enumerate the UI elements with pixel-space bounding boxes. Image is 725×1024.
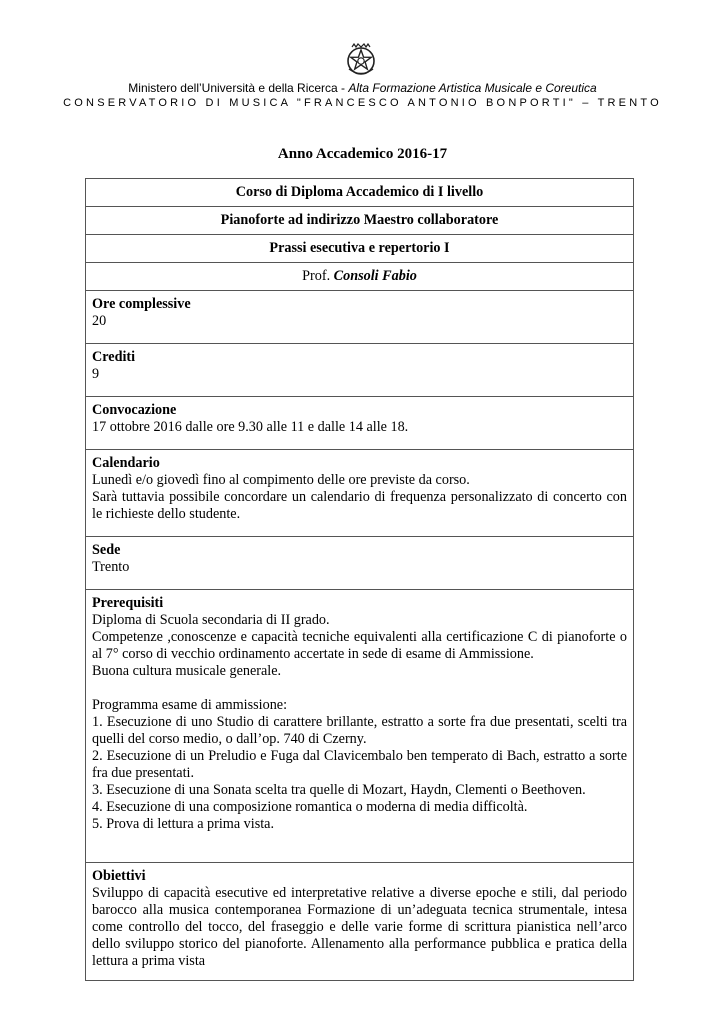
- section-calendario: [86, 450, 634, 537]
- calendario-line1: Lunedì e/o giovedì fino al compimento delle ore previste da corso.: [92, 472, 470, 488]
- course-table: [85, 178, 634, 981]
- professor-name: Consoli Fabio: [333, 268, 417, 284]
- crediti-value: 9: [92, 366, 100, 382]
- calendario-title: Calendario: [92, 455, 160, 471]
- calendario-line2: Sarà tuttavia possibile concordare un calendario di frequenza personalizzato di concerto con le richieste dello studente.: [92, 489, 627, 522]
- convocazione-title: Convocazione: [92, 402, 177, 418]
- ministry-name: Ministero dell’Università e della Ricerca -: [128, 81, 349, 95]
- ministry-line: [0, 81, 725, 95]
- convocazione-value: 17 ottobre 2016 dalle ore 9.30 alle 11 e dalle 14 alle 18.: [92, 419, 409, 435]
- academic-year: Anno Accademico 2016-17: [277, 146, 448, 162]
- ore-value: 20: [92, 313, 107, 329]
- section-prerequisiti: [86, 590, 634, 863]
- course-level: Corso di Diploma Accademico di I livello: [86, 179, 634, 207]
- programma-item: 2. Esecuzione di un Preludio e Fuga dal Clavicembalo ben temperato di Bach, estratto a sorte fra due presentati.: [92, 748, 627, 781]
- section-convocazione: [86, 397, 634, 450]
- section-obiettivi: [86, 863, 634, 981]
- spacer: [92, 680, 627, 697]
- section-crediti: [86, 344, 634, 397]
- programma-item: 4. Esecuzione di una composizione romantica o moderna di media difficoltà.: [92, 799, 528, 815]
- obiettivi-text: Sviluppo di capacità esecutive ed interpretative relative a diverse epoche e stili, dal periodo barocco alla musica contemporanea Formazione di un’adeguata tecnica strumentale, intesa come controllo del tocco, del fraseggio e delle varie forme di scrittura pianistica nell’arco dello sviluppo storico del pianoforte. Allenamento alla performance pubblica e pratica della lettura a prima vista: [92, 885, 627, 969]
- programma-item: 1. Esecuzione di uno Studio di carattere brillante, estratto a sorte fra due presentati, scelti tra quelli del corso medio, o dall’op. 740 di Czerny.: [92, 714, 627, 747]
- conservatory-name: CONSERVATORIO DI MUSICA "FRANCESCO ANTONIO BONPORTI" – TRENTO: [63, 97, 662, 109]
- obiettivi-title: Obiettivi: [92, 868, 146, 884]
- programma-title: Programma esame di ammissione:: [92, 697, 288, 713]
- course-subject: Prassi esecutiva e repertorio I: [86, 235, 634, 263]
- section-ore: [86, 291, 634, 344]
- ministry-subtitle: Alta Formazione Artistica Musicale e Coreutica: [348, 81, 597, 95]
- crediti-title: Crediti: [92, 349, 136, 365]
- course-program: Pianoforte ad indirizzo Maestro collaboratore: [86, 207, 634, 235]
- sede-title: Sede: [92, 542, 121, 558]
- section-sede: [86, 537, 634, 590]
- prerequisiti-title: Prerequisiti: [92, 595, 164, 611]
- prerequisiti-line1: Diploma di Scuola secondaria di II grado.: [92, 612, 330, 628]
- professor: [86, 263, 634, 291]
- programma-item: 5. Prova di lettura a prima vista.: [92, 816, 275, 832]
- sede-value: Trento: [92, 559, 130, 575]
- ore-title: Ore complessive: [92, 296, 191, 312]
- programma-item: 3. Esecuzione di una Sonata scelta tra quelle di Mozart, Haydn, Clementi o Beethoven.: [92, 782, 586, 798]
- prerequisiti-line2: Competenze ,conoscenze e capacità tecniche equivalenti alla certificazione C di pianoforte o al 7° corso di vecchio ordinamento accertate in sede di esame di Ammissione.: [92, 629, 627, 662]
- italian-republic-emblem-icon: [344, 43, 378, 77]
- professor-prefix: Prof.: [302, 268, 334, 284]
- prerequisiti-line3: Buona cultura musicale generale.: [92, 663, 282, 679]
